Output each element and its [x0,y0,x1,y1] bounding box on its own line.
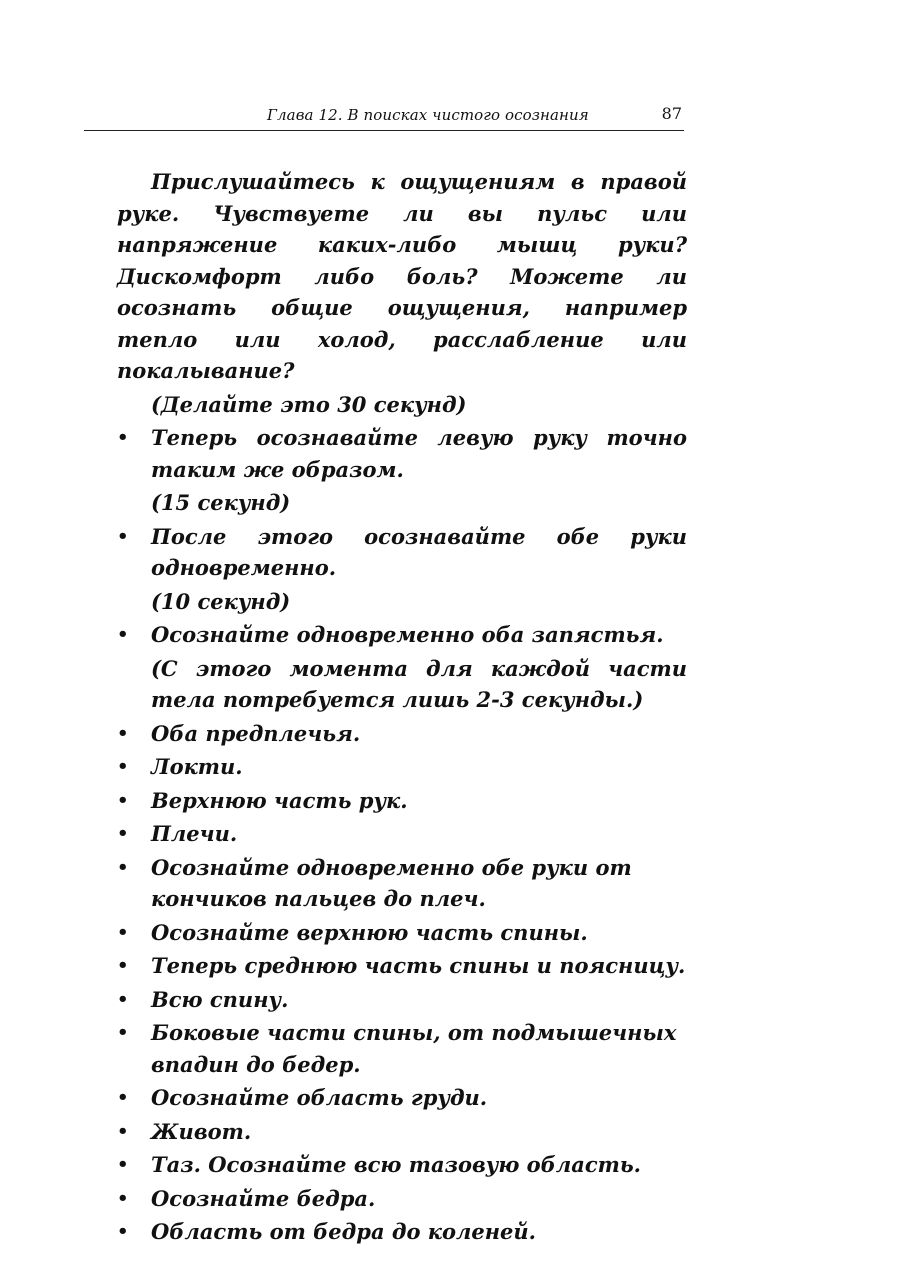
bullet-icon: • [117,1087,129,1108]
bullet-icon: • [117,427,129,448]
list-item-text: Теперь осознавайте левую руку точно таким же образом. [151,425,687,482]
running-header [84,104,684,131]
list-item-text: Плечи. [151,821,238,846]
list-item [117,785,687,817]
list-item-text: Осознайте одновременно обе руки от кончиков пальцев до плеч. [151,854,632,911]
list-item [117,521,687,584]
bullet-icon: • [117,756,129,777]
list-item-text: Боковые части спины, от подмышечных впадин до бедер. [151,1020,677,1077]
bullet-icon: • [117,856,129,878]
list-item-text: Оба предплечья. [151,720,361,746]
list-item [117,917,687,949]
list-item [117,1017,687,1080]
list-item-text: Теперь среднюю часть спины и поясницу. [151,953,686,978]
list-item-text: Осознайте верхнюю часть спины. [151,919,588,945]
bullet-icon: • [117,1221,129,1242]
page-body [117,166,687,1248]
bullet-icon: • [117,1022,129,1043]
timing-note: (Делайте это 30 секунд) [151,391,467,417]
list-item-text: Всю спину. [151,986,289,1012]
list-item [117,1082,687,1114]
bullet-icon: • [117,988,129,1010]
list-item-text: После этого осознавайте обе руки одновременно. [151,523,687,580]
list-item-text: Живот. [151,1118,252,1144]
bullet-icon: • [117,722,129,744]
bullet-icon: • [117,955,129,976]
list-item-text: Осознайте одновременно оба запястья. [151,622,664,647]
timing-note: (С этого момента для каждой части тела потребуется лишь 2-3 секунды.) [151,655,687,712]
list-item [117,619,687,651]
list-item-text: Таз. Осознайте всю тазовую область. [151,1152,641,1177]
list-item [117,1183,687,1215]
bullet-icon: • [117,1187,129,1209]
list-item [117,984,687,1016]
list-item [117,422,687,485]
list-item [117,818,687,850]
bullet-icon: • [117,823,129,844]
list-item [117,1116,687,1148]
list-item [117,1216,687,1248]
page-number: 87 [661,104,682,123]
bullet-icon: • [117,624,129,645]
list-item [117,718,687,750]
list-item-text: Область от бедра до коленей. [151,1219,536,1244]
bullet-icon: • [117,1154,129,1175]
bullet-icon: • [117,921,129,943]
bullet-icon: • [117,789,129,811]
list-item [117,852,687,915]
timing-note: (10 секунд) [151,588,291,614]
intro-paragraph: Прислушайтесь к ощущениям в правой руке. Чувствуете ли вы пульс или напряжение каких-либо мышц руки? Дискомфорт либо боль? Можете ли осознать общие ощущения, например тепло или холод, расслабление или покалывание? [117,169,687,383]
bullet-icon: • [117,525,129,547]
timing-note: (15 секунд) [151,490,291,515]
list-item [117,751,687,783]
bullet-icon: • [117,1120,129,1142]
list-item-text: Верхнюю часть рук. [151,787,408,813]
chapter-title: Глава 12. В поисках чистого осознания [267,106,589,124]
list-item-text: Локти. [151,754,243,779]
list-item [117,950,687,982]
list-item [117,1149,687,1181]
list-item-text: Осознайте бедра. [151,1185,376,1211]
list-item-text: Осознайте область груди. [151,1085,488,1110]
